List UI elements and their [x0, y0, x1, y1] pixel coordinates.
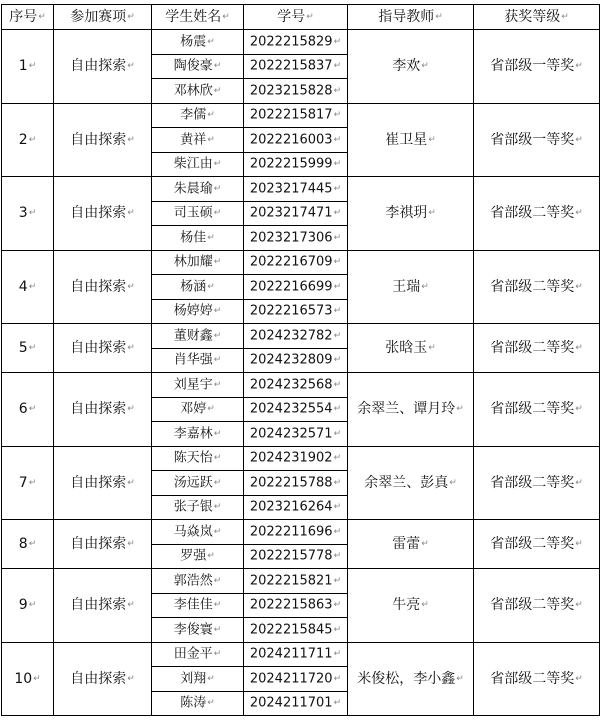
student-id-cell: 2024211720↵	[244, 667, 348, 692]
seq-cell: 6↵	[2, 373, 54, 447]
header-award: 获奖等级↵	[474, 5, 600, 30]
event-cell: 自由探索↵	[54, 446, 152, 520]
student-name-cell: 杨涵↵	[152, 275, 244, 300]
teacher-cell: 李祺玥↵	[348, 177, 474, 251]
table-row	[2, 569, 600, 594]
award-cell: 省部级二等奖↵	[474, 177, 600, 251]
student-id-cell: 2023215828↵	[244, 79, 348, 104]
teacher-cell: 李欢↵	[348, 30, 474, 104]
event-cell: 自由探索↵	[54, 520, 152, 569]
table-row	[2, 373, 600, 398]
student-id-cell: 2023217306↵	[244, 226, 348, 251]
student-name-cell: 朱晨瑜↵	[152, 177, 244, 202]
student-id-cell: 2022215821↵	[244, 569, 348, 594]
student-name-cell: 李儒↵	[152, 103, 244, 128]
header-row	[2, 5, 600, 30]
student-id-cell: 2022215845↵	[244, 618, 348, 643]
student-id-cell: 2022215863↵	[244, 593, 348, 618]
student-name-cell: 林加耀↵	[152, 250, 244, 275]
header-seq: 序号↵	[2, 5, 54, 30]
student-name-cell: 郭浩然↵	[152, 569, 244, 594]
student-name-cell: 张子银↵	[152, 495, 244, 520]
student-id-cell: 2022211696↵	[244, 520, 348, 545]
student-id-cell: 2024232782↵	[244, 324, 348, 349]
student-name-cell: 邓林欣↵	[152, 79, 244, 104]
student-id-cell: 2024231902↵	[244, 446, 348, 471]
event-cell: 自由探索↵	[54, 373, 152, 447]
student-name-cell: 田金平↵	[152, 642, 244, 667]
teacher-cell: 余翠兰、谭月玲↵	[348, 373, 474, 447]
student-name-cell: 黄祥↵	[152, 128, 244, 153]
student-name-cell: 刘翔↵	[152, 667, 244, 692]
student-name-cell: 李嘉林↵	[152, 422, 244, 447]
student-name-cell: 刘星宇↵	[152, 373, 244, 398]
event-cell: 自由探索↵	[54, 569, 152, 643]
table-row	[2, 177, 600, 202]
table-row	[2, 446, 600, 471]
student-name-cell: 柴江由↵	[152, 152, 244, 177]
seq-cell: 7↵	[2, 446, 54, 520]
table-row	[2, 250, 600, 275]
award-cell: 省部级二等奖↵	[474, 250, 600, 324]
student-name-cell: 杨婷婷↵	[152, 299, 244, 324]
table-body	[2, 30, 600, 716]
teacher-cell: 雷蕾↵	[348, 520, 474, 569]
student-name-cell: 汤远跃↵	[152, 471, 244, 496]
teacher-cell: 崔卫星↵	[348, 103, 474, 177]
student-id-cell: 2022215837↵	[244, 54, 348, 79]
student-name-cell: 陶俊豪↵	[152, 54, 244, 79]
student-name-cell: 杨震↵	[152, 30, 244, 55]
student-name-cell: 肖华强↵	[152, 348, 244, 373]
seq-cell: 3↵	[2, 177, 54, 251]
event-cell: 自由探索↵	[54, 324, 152, 373]
award-cell: 省部级一等奖↵	[474, 30, 600, 104]
seq-cell: 2↵	[2, 103, 54, 177]
award-cell: 省部级二等奖↵	[474, 569, 600, 643]
student-name-cell: 董财鑫↵	[152, 324, 244, 349]
event-cell: 自由探索↵	[54, 30, 152, 104]
seq-cell: 9↵	[2, 569, 54, 643]
award-cell: 省部级二等奖↵	[474, 373, 600, 447]
award-cell: 省部级一等奖↵	[474, 103, 600, 177]
table-row	[2, 642, 600, 667]
student-id-cell: 2024211711↵	[244, 642, 348, 667]
student-id-cell: 2022216003↵	[244, 128, 348, 153]
student-id-cell: 2023216264↵	[244, 495, 348, 520]
table-row	[2, 103, 600, 128]
student-name-cell: 罗强↵	[152, 544, 244, 569]
header-event: 参加赛项↵	[54, 5, 152, 30]
seq-cell: 10↵	[2, 642, 54, 716]
event-cell: 自由探索↵	[54, 103, 152, 177]
seq-cell: 1↵	[2, 30, 54, 104]
student-name-cell: 司玉硕↵	[152, 201, 244, 226]
student-name-cell: 邓婷↵	[152, 397, 244, 422]
student-name-cell: 李佳佳↵	[152, 593, 244, 618]
student-id-cell: 2024232568↵	[244, 373, 348, 398]
teacher-cell: 牛亮↵	[348, 569, 474, 643]
header-teacher: 指导教师↵	[348, 5, 474, 30]
event-cell: 自由探索↵	[54, 642, 152, 716]
award-cell: 省部级二等奖↵	[474, 446, 600, 520]
student-id-cell: 2022215829↵	[244, 30, 348, 55]
teacher-cell: 余翠兰、彭真↵	[348, 446, 474, 520]
student-id-cell: 2023217445↵	[244, 177, 348, 202]
student-id-cell: 2022215999↵	[244, 152, 348, 177]
award-cell: 省部级二等奖↵	[474, 642, 600, 716]
student-id-cell: 2022216709↵	[244, 250, 348, 275]
seq-cell: 8↵	[2, 520, 54, 569]
student-id-cell: 2022216573↵	[244, 299, 348, 324]
seq-cell: 5↵	[2, 324, 54, 373]
teacher-cell: 王瑞↵	[348, 250, 474, 324]
student-name-cell: 李俊寰↵	[152, 618, 244, 643]
table-row	[2, 324, 600, 349]
seq-cell: 4↵	[2, 250, 54, 324]
award-cell: 省部级二等奖↵	[474, 324, 600, 373]
student-id-cell: 2022215788↵	[244, 471, 348, 496]
header-ids: 学号↵	[244, 5, 348, 30]
event-cell: 自由探索↵	[54, 177, 152, 251]
student-name-cell: 陈涛↵	[152, 691, 244, 716]
award-cell: 省部级二等奖↵	[474, 520, 600, 569]
student-id-cell: 2024232554↵	[244, 397, 348, 422]
student-name-cell: 陈天怡↵	[152, 446, 244, 471]
student-id-cell: 2024211701↵	[244, 691, 348, 716]
awards-table	[1, 4, 600, 716]
header-names: 学生姓名↵	[152, 5, 244, 30]
student-id-cell: 2022215817↵	[244, 103, 348, 128]
student-name-cell: 杨佳↵	[152, 226, 244, 251]
event-cell: 自由探索↵	[54, 250, 152, 324]
student-id-cell: 2024232809↵	[244, 348, 348, 373]
student-id-cell: 2022216699↵	[244, 275, 348, 300]
student-id-cell: 2023217471↵	[244, 201, 348, 226]
student-id-cell: 2024232571↵	[244, 422, 348, 447]
teacher-cell: 米俊松，李小鑫↵	[348, 642, 474, 716]
table-row	[2, 520, 600, 545]
student-id-cell: 2022215778↵	[244, 544, 348, 569]
table-row	[2, 30, 600, 55]
student-name-cell: 马焱岚↵	[152, 520, 244, 545]
teacher-cell: 张晗玉↵	[348, 324, 474, 373]
